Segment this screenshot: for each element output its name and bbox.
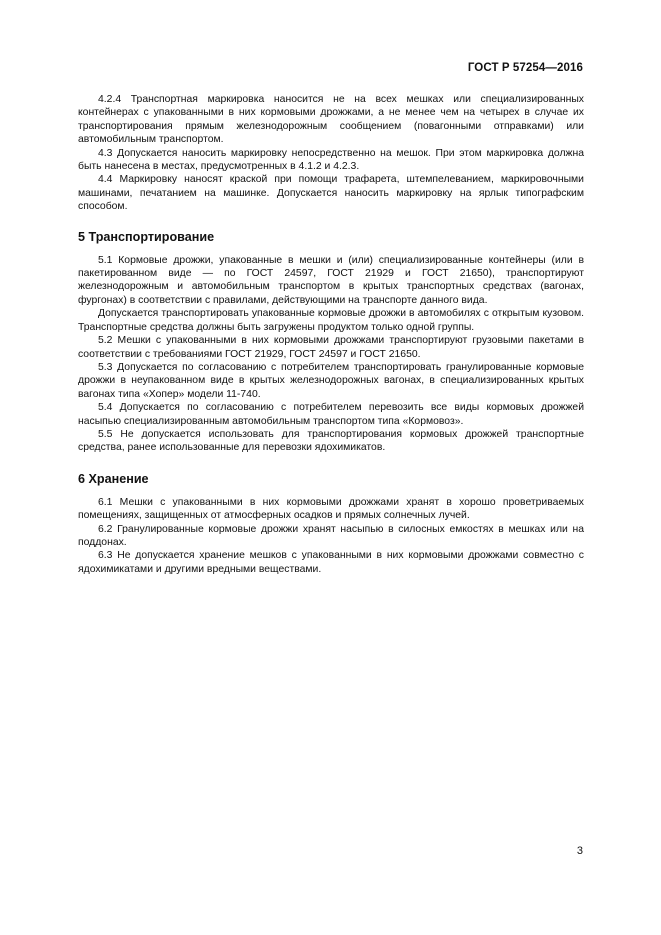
paragraph-5-3: 5.3 Допускается по согласованию с потребителем транспортировать гранулированные кормовые дрожжи в неупакованном виде в крытых железнодорожных вагонах, в специализированных крытых вагонах типа «Хопер» модели 11-740. [78,361,584,400]
section-transportation [78,229,584,455]
paragraph-6-3: 6.3 Не допускается хранение мешков с упакованными в них кормовыми дрожжами совместно с ядохимикатами и другими вредными веществами. [78,550,584,575]
page-number: 3 [576,845,583,857]
paragraph-5-4: 5.4 Допускается по согласованию с потребителем перевозить все виды кормовых дрожжей насыпью специализированным автомобильным транспортом типа «Кормовоз». [78,402,584,427]
paragraph-4-2-4: 4.2.4 Транспортная маркировка наносится не на всех мешках или специализированных контейнерах с упакованными в них кормовыми дрожжами, а не менее чем на четырех в случае их транспортирования прямым железнодорожным сообщением (повагонными отправками) или автомобильным транспортом. [78,94,584,146]
section-title-storage: 6 Хранение [78,471,149,486]
paragraph-4-4: 4.4 Маркировку наносят краской при помощи трафарета, штемпелеванием, маркировочными машинами, печатанием на машинке. Допускается наносить маркировку на ярлык типографским способом. [78,174,584,213]
paragraph-6-2: 6.2 Гранулированные кормовые дрожжи хранят насыпью в силосных емкостях в мешках или на поддонах. [78,523,584,548]
paragraph-5-2: 5.2 Мешки с упакованными в них кормовыми дрожжами транспортируют грузовыми пакетами в соответствии с требованиями ГОСТ 21929, ГОСТ 24597 и ГОСТ 21650. [78,335,584,360]
section-storage [78,471,584,576]
section-title-transportation: 5 Транспортирование [78,229,215,244]
page-content [78,93,584,576]
paragraph-4-3: 4.3 Допускается наносить маркировку непосредственно на мешок. При этом маркировка должна быть нанесена в местах, предусмотренных в 4.1.2 и 4.2.3. [78,147,584,173]
paragraph-5-5: 5.5 Не допускается использовать для транспортирования кормовых дрожжей транспортные средства, ранее использованные для перевозки ядохимикатов. [78,428,584,454]
paragraph-5-1-note: Допускается транспортировать упакованные кормовые дрожжи в автомобилях с открытым кузовом. Транспортные средства должны быть загружены продуктом только одной группы. [78,308,584,333]
paragraph-6-1: 6.1 Мешки с упакованными в них кормовыми дрожжами хранят в хорошо проветриваемых помещениях, защищенных от атмосферных осадков и прямых солнечных лучей. [78,496,584,522]
document-code: ГОСТ Р 57254—2016 [467,62,583,74]
paragraph-5-1: 5.1 Кормовые дрожжи, упакованные в мешки и (или) специализированные контейнеры (или в пакетированном виде — по ГОСТ 24597, ГОСТ 21929 и ГОСТ 21650), транспортируют железнодорожным и автомобильным транспортом в крытых транспортных средствах (вагонах, фургонах) в соответствии с правилами, действующими на транспорте данного вида. [78,254,584,306]
